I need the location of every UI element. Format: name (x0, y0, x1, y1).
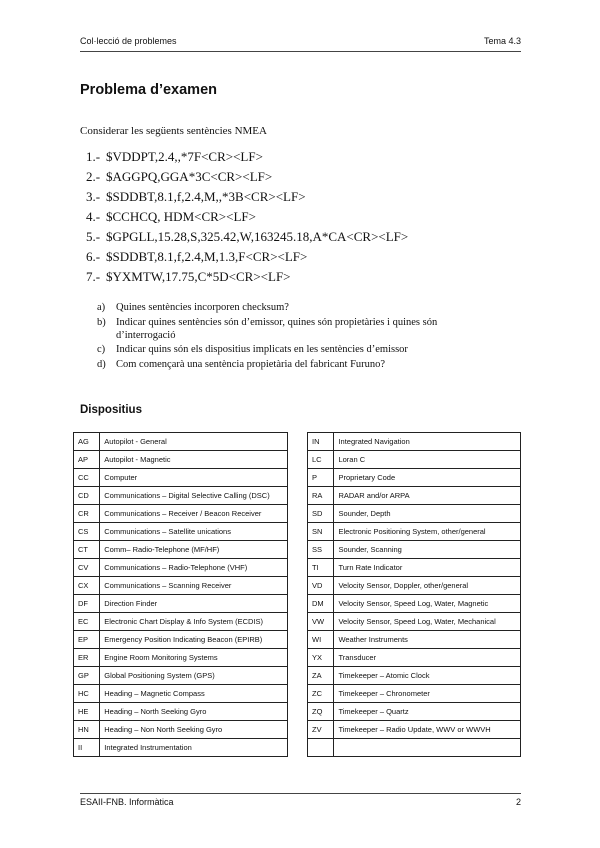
table-row (74, 667, 288, 685)
device-description (334, 739, 521, 757)
intro-text: Considerar les següents sentències NMEA (80, 125, 267, 137)
device-description: Direction Finder (100, 595, 288, 613)
device-description: Timekeeper – Radio Update, WWV or WWVH (334, 721, 521, 739)
sentence-text: $SDDBT,8.1,f,2.4,M,1.3,F<CR><LF> (106, 249, 308, 264)
table-row (308, 505, 521, 523)
sentence-text: $CCHCQ, HDM<CR><LF> (106, 209, 256, 224)
device-description: Comm– Radio-Telephone (MF/HF) (100, 541, 288, 559)
device-code: CX (74, 577, 100, 595)
sentence-text: $YXMTW,17.75,C*5D<CR><LF> (106, 269, 291, 284)
device-code: CV (74, 559, 100, 577)
sentence-text: $GPGLL,15.28,S,325.42,W,163245.18,A*CA<CR><LF> (106, 229, 409, 244)
device-description: Global Positioning System (GPS) (100, 667, 288, 685)
device-description: Emergency Position Indicating Beacon (EPIRB) (100, 631, 288, 649)
table-row (308, 667, 521, 685)
device-code: WI (308, 631, 334, 649)
device-code: ZQ (308, 703, 334, 721)
device-code: TI (308, 559, 334, 577)
device-description: Computer (100, 469, 288, 487)
table-row (308, 577, 521, 595)
table-row (308, 469, 521, 487)
table-row (74, 649, 288, 667)
device-code: CR (74, 505, 100, 523)
device-description: RADAR and/or ARPA (334, 487, 521, 505)
device-code: DF (74, 595, 100, 613)
sentence-list (86, 147, 408, 287)
device-description: Loran C (334, 451, 521, 469)
table-row (74, 487, 288, 505)
device-code: IN (308, 433, 334, 451)
question-list (97, 301, 477, 372)
sentence-number: 7.- (86, 269, 101, 284)
header-right: Tema 4.3 (483, 36, 521, 46)
sentence-number: 3.- (86, 189, 101, 204)
table-row (308, 631, 521, 649)
device-code: HN (74, 721, 100, 739)
device-code: VW (308, 613, 334, 631)
device-description: Velocity Sensor, Doppler, other/general (334, 577, 521, 595)
device-description: Communications – Radio-Telephone (VHF) (100, 559, 288, 577)
header-left: Col·lecció de problemes (80, 36, 177, 46)
device-code: HE (74, 703, 100, 721)
table-row (74, 631, 288, 649)
device-code: CC (74, 469, 100, 487)
device-description: Sounder, Scanning (334, 541, 521, 559)
table-row (74, 505, 288, 523)
devices-table-left (73, 432, 288, 757)
table-row (308, 613, 521, 631)
question-item (97, 316, 477, 342)
footer-left: ESAII-FNB. Informàtica (80, 797, 174, 807)
sentence-item (86, 267, 408, 287)
sentence-text: $SDDBT,8.1,f,2.4,M,,*3B<CR><LF> (106, 189, 306, 204)
sentence-number: 6.- (86, 249, 101, 264)
table-row (74, 703, 288, 721)
device-description: Turn Rate Indicator (334, 559, 521, 577)
device-description: Heading – Non North Seeking Gyro (100, 721, 288, 739)
page-header (80, 36, 521, 50)
device-description: Timekeeper – Chronometer (334, 685, 521, 703)
sentence-item (86, 167, 408, 187)
device-description: Communications – Digital Selective Calling (DSC) (100, 487, 288, 505)
device-description: Communications – Satellite unications (100, 523, 288, 541)
device-description: Velocity Sensor, Speed Log, Water, Magnetic (334, 595, 521, 613)
device-code: AG (74, 433, 100, 451)
sentence-number: 1.- (86, 149, 101, 164)
device-description: Integrated Instrumentation (100, 739, 288, 757)
question-item (97, 358, 477, 371)
table-row (308, 541, 521, 559)
table-row (308, 523, 521, 541)
table-row (74, 721, 288, 739)
sentence-item (86, 147, 408, 167)
device-code: CT (74, 541, 100, 559)
table-row (308, 685, 521, 703)
device-description: Proprietary Code (334, 469, 521, 487)
table-row (308, 721, 521, 739)
device-description: Sounder, Depth (334, 505, 521, 523)
device-code (308, 739, 334, 757)
device-description: Timekeeper – Atomic Clock (334, 667, 521, 685)
question-text: Com començarà una sentència propietària del fabricant Furuno? (116, 358, 386, 370)
table-row (308, 703, 521, 721)
device-code: RA (308, 487, 334, 505)
table-row (74, 595, 288, 613)
table-row (74, 523, 288, 541)
question-text: Indicar quines sentències són d’emissor, quines són propietàries i quines són d’interrogació (116, 316, 438, 341)
device-description: Weather Instruments (334, 631, 521, 649)
table-row (74, 469, 288, 487)
table-row (74, 577, 288, 595)
device-code: HC (74, 685, 100, 703)
device-code: CD (74, 487, 100, 505)
table-row (308, 595, 521, 613)
device-code: ER (74, 649, 100, 667)
table-row (308, 451, 521, 469)
table-row (308, 487, 521, 505)
page-title: Problema d’examen (80, 82, 217, 98)
device-code: CS (74, 523, 100, 541)
sentence-item (86, 227, 408, 247)
device-description: Velocity Sensor, Speed Log, Water, Mechanical (334, 613, 521, 631)
question-text: Indicar quins són els dispositius implicats en les sentències d’emissor (116, 344, 408, 355)
device-code: EP (74, 631, 100, 649)
table-row (74, 613, 288, 631)
sentence-number: 5.- (86, 229, 101, 244)
sentence-text: $AGGPQ,GGA*3C<CR><LF> (106, 169, 273, 184)
question-letter: a) (97, 302, 106, 313)
table-row (308, 649, 521, 667)
sentence-text: $VDDPT,2.4,,*7F<CR><LF> (106, 149, 263, 164)
device-description: Heading – Magnetic Compass (100, 685, 288, 703)
sentence-item (86, 247, 408, 267)
device-code: AP (74, 451, 100, 469)
device-code: LC (308, 451, 334, 469)
sentence-item (86, 207, 408, 227)
device-code: YX (308, 649, 334, 667)
sentence-item (86, 187, 408, 207)
table-row (74, 559, 288, 577)
question-letter: d) (97, 358, 106, 370)
device-description: Transducer (334, 649, 521, 667)
device-description: Communications – Scanning Receiver (100, 577, 288, 595)
question-letter: b) (97, 316, 106, 328)
question-item (97, 301, 477, 314)
device-code: SN (308, 523, 334, 541)
table-row (308, 433, 521, 451)
device-description: Electronic Chart Display & Info System (ECDIS) (100, 613, 288, 631)
device-code: VD (308, 577, 334, 595)
device-code: SS (308, 541, 334, 559)
device-code: SD (308, 505, 334, 523)
table-row (308, 559, 521, 577)
table-row (74, 685, 288, 703)
page-number: 2 (515, 797, 521, 807)
table-row (74, 451, 288, 469)
question-text: Quines sentències incorporen checksum? (116, 302, 289, 313)
device-code: ZA (308, 667, 334, 685)
device-code: DM (308, 595, 334, 613)
devices-heading: Dispositius (80, 404, 142, 416)
device-code: EC (74, 613, 100, 631)
table-row (308, 739, 521, 757)
device-description: Timekeeper – Quartz (334, 703, 521, 721)
question-letter: c) (97, 344, 106, 355)
device-description: Engine Room Monitoring Systems (100, 649, 288, 667)
device-description: Electronic Positioning System, other/general (334, 523, 521, 541)
table-row (74, 541, 288, 559)
device-code: GP (74, 667, 100, 685)
table-row (74, 739, 288, 757)
page-footer (80, 797, 521, 807)
question-item (97, 343, 477, 356)
header-divider (80, 51, 521, 52)
devices-table-right (307, 432, 521, 757)
device-description: Integrated Navigation (334, 433, 521, 451)
sentence-number: 4.- (86, 209, 101, 224)
device-description: Autopilot - General (100, 433, 288, 451)
device-description: Communications – Receiver / Beacon Receiver (100, 505, 288, 523)
device-code: II (74, 739, 100, 757)
device-code: P (308, 469, 334, 487)
device-description: Heading – North Seeking Gyro (100, 703, 288, 721)
sentence-number: 2.- (86, 169, 101, 184)
device-code: ZV (308, 721, 334, 739)
footer-divider (80, 793, 521, 794)
device-code: ZC (308, 685, 334, 703)
device-description: Autopilot - Magnetic (100, 451, 288, 469)
table-row (74, 433, 288, 451)
